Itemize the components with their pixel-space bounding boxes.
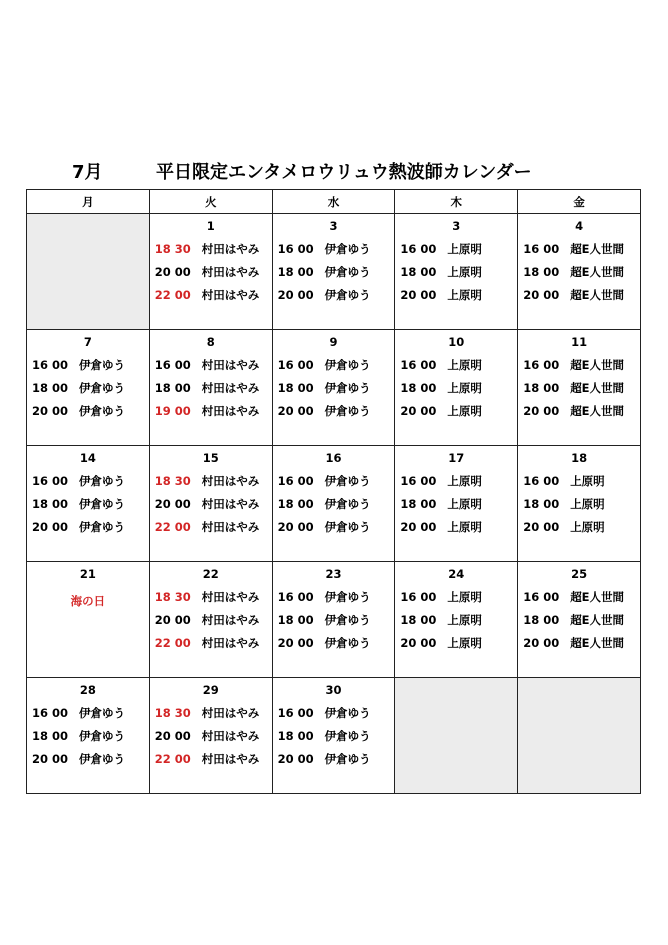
slot-performer: 上原明: [447, 241, 482, 256]
day-number: 22: [202, 567, 219, 581]
slot-performer: 伊倉ゆう: [324, 635, 371, 650]
slot-time: 16 00: [400, 241, 437, 256]
schedule-slot: [395, 469, 517, 492]
slot-time: 18 00: [277, 380, 314, 395]
schedule-slot: [395, 399, 517, 422]
slot-performer: 伊倉ゆう: [79, 705, 125, 720]
schedule-slot: [395, 260, 517, 283]
day-number: 18: [571, 451, 588, 465]
schedule-slot: [273, 724, 395, 747]
slot-performer: 村田はやみ: [201, 241, 260, 256]
slot-time: 18 00: [400, 380, 437, 395]
day-number: 30: [325, 683, 342, 697]
schedule-slot: [518, 353, 640, 376]
day-cell: [27, 330, 150, 446]
slot-performer: 上原明: [570, 519, 605, 534]
slot-time: 18 30: [154, 589, 191, 604]
day-cell: [149, 678, 272, 794]
holiday-label: 海の日: [70, 594, 106, 608]
schedule-slot: [273, 353, 395, 376]
slot-performer: 超E人世間: [570, 380, 625, 395]
slot-performer: 村田はやみ: [201, 728, 260, 743]
slot-performer: 伊倉ゆう: [324, 241, 371, 256]
slot-time: 20 00: [154, 728, 191, 743]
schedule-slot: [273, 492, 395, 515]
slot-time: 20 00: [277, 287, 314, 302]
slot-time: 20 00: [277, 635, 314, 650]
slot-time: 18 00: [277, 264, 314, 279]
slot-performer: 伊倉ゆう: [324, 728, 371, 743]
day-cell: [149, 330, 272, 446]
slot-performer: 上原明: [447, 612, 482, 627]
slot-performer: 伊倉ゆう: [324, 357, 371, 372]
day-number: 3: [329, 219, 338, 233]
day-number: 28: [79, 683, 96, 697]
weekday-header-fri: 金: [518, 190, 641, 214]
day-number: 17: [448, 451, 465, 465]
slot-time: 16 00: [523, 357, 560, 372]
schedule-slot: [518, 515, 640, 538]
slot-time: 20 00: [32, 403, 69, 418]
schedule-slot: [395, 237, 517, 260]
schedule-slot: [27, 469, 149, 492]
slot-time: 20 00: [277, 403, 314, 418]
slot-performer: 村田はやみ: [201, 612, 260, 627]
slot-time: 22 00: [154, 635, 191, 650]
schedule-slot: [273, 260, 395, 283]
slot-performer: 超E人世間: [570, 612, 625, 627]
slot-time: 16 00: [400, 357, 437, 372]
slot-time: 16 00: [277, 241, 314, 256]
day-cell: [395, 446, 518, 562]
day-number: 29: [202, 683, 219, 697]
slot-performer: 伊倉ゆう: [79, 751, 125, 766]
calendar-body: [27, 214, 641, 794]
schedule-slot: [150, 237, 272, 260]
slot-performer: 超E人世間: [570, 357, 625, 372]
slot-performer: 伊倉ゆう: [324, 473, 371, 488]
slot-performer: 伊倉ゆう: [79, 473, 125, 488]
day-number: 8: [206, 335, 215, 349]
schedule-slot: [273, 585, 395, 608]
slot-time: 19 00: [154, 403, 191, 418]
schedule-slot: [150, 469, 272, 492]
slot-time: 20 00: [154, 264, 191, 279]
day-number: 9: [329, 335, 338, 349]
day-cell: [518, 562, 641, 678]
slot-time: 16 00: [523, 589, 560, 604]
schedule-slot: [273, 376, 395, 399]
slot-performer: 伊倉ゆう: [79, 496, 125, 511]
week-row: [27, 446, 641, 562]
slot-time: 16 00: [400, 589, 437, 604]
day-cell: [272, 446, 395, 562]
slot-performer: 超E人世間: [570, 264, 625, 279]
week-row: [27, 562, 641, 678]
day-cell: [518, 330, 641, 446]
schedule-slot: [518, 492, 640, 515]
schedule-slot: [273, 515, 395, 538]
slot-time: 18 00: [400, 612, 437, 627]
schedule-slot: [395, 515, 517, 538]
slot-performer: 上原明: [447, 473, 482, 488]
schedule-slot: [150, 608, 272, 631]
slot-performer: 村田はやみ: [201, 473, 260, 488]
slot-time: 20 00: [400, 403, 437, 418]
day-cell: [518, 446, 641, 562]
schedule-slot: [518, 469, 640, 492]
slot-time: 18 00: [277, 496, 314, 511]
schedule-slot: [518, 376, 640, 399]
slot-time: 20 00: [523, 635, 560, 650]
slot-time: 18 00: [523, 612, 560, 627]
weekday-header-wed: 水: [272, 190, 395, 214]
week-row: [27, 330, 641, 446]
slot-time: 16 00: [277, 357, 314, 372]
schedule-slot: [518, 608, 640, 631]
month-label: 7月: [72, 162, 103, 183]
slot-performer: 超E人世間: [570, 241, 625, 256]
slot-performer: 上原明: [447, 380, 482, 395]
schedule-slot: [273, 701, 395, 724]
slot-time: 18 00: [523, 380, 560, 395]
slot-time: 20 00: [154, 612, 191, 627]
slot-performer: 伊倉ゆう: [324, 519, 371, 534]
day-number: 3: [452, 219, 461, 233]
schedule-slot: [150, 260, 272, 283]
slot-time: 18 00: [277, 728, 314, 743]
day-number: 10: [448, 335, 465, 349]
slot-time: 18 30: [154, 705, 191, 720]
slot-performer: 超E人世間: [570, 403, 625, 418]
day-cell: [272, 678, 395, 794]
schedule-slot: [518, 260, 640, 283]
day-number: 7: [83, 335, 92, 349]
slot-time: 16 00: [32, 357, 69, 372]
slot-performer: 上原明: [447, 264, 482, 279]
schedule-slot: [150, 701, 272, 724]
schedule-slot: [273, 399, 395, 422]
schedule-slot: [27, 515, 149, 538]
schedule-slot: [273, 469, 395, 492]
slot-time: 16 00: [523, 241, 560, 256]
slot-time: 20 00: [400, 519, 437, 534]
slot-performer: 伊倉ゆう: [324, 751, 371, 766]
day-cell: [27, 446, 150, 562]
day-cell: [149, 214, 272, 330]
schedule-slot: [395, 608, 517, 631]
schedule-slot: [395, 283, 517, 306]
slot-time: 16 00: [400, 473, 437, 488]
page-title: 平日限定エンタメロウリュウ熱波師カレンダー: [156, 162, 532, 183]
schedule-slot: [27, 376, 149, 399]
title-row: [72, 158, 632, 186]
day-number: 24: [448, 567, 465, 581]
weekday-header-thu: 木: [395, 190, 518, 214]
slot-performer: 上原明: [447, 496, 482, 511]
schedule-slot: [518, 399, 640, 422]
slot-performer: 村田はやみ: [201, 380, 260, 395]
day-cell: [272, 562, 395, 678]
schedule-slot: [518, 585, 640, 608]
slot-time: 18 00: [400, 264, 437, 279]
schedule-slot: [518, 631, 640, 654]
schedule-slot: [27, 492, 149, 515]
schedule-slot: [150, 585, 272, 608]
day-cell: [272, 330, 395, 446]
slot-performer: 村田はやみ: [201, 519, 260, 534]
slot-performer: 伊倉ゆう: [324, 287, 371, 302]
slot-time: 20 00: [154, 496, 191, 511]
slot-time: 22 00: [154, 287, 191, 302]
day-number: 23: [325, 567, 342, 581]
schedule-slot: [27, 747, 149, 770]
slot-time: 20 00: [523, 403, 560, 418]
slot-time: 20 00: [32, 751, 69, 766]
slot-performer: 上原明: [447, 403, 482, 418]
slot-performer: 伊倉ゆう: [79, 403, 125, 418]
slot-time: 16 00: [32, 473, 69, 488]
slot-performer: 村田はやみ: [201, 751, 260, 766]
slot-performer: 伊倉ゆう: [324, 589, 371, 604]
schedule-slot: [395, 631, 517, 654]
slot-time: 18 00: [400, 496, 437, 511]
slot-time: 16 00: [277, 589, 314, 604]
slot-performer: 伊倉ゆう: [324, 403, 371, 418]
schedule-slot: [395, 585, 517, 608]
schedule-slot: [150, 492, 272, 515]
slot-performer: 伊倉ゆう: [324, 380, 371, 395]
schedule-slot: [273, 608, 395, 631]
slot-time: 16 00: [277, 705, 314, 720]
slot-performer: 上原明: [570, 496, 605, 511]
day-cell: [395, 562, 518, 678]
slot-performer: 村田はやみ: [201, 287, 260, 302]
day-cell: [518, 214, 641, 330]
day-number: 21: [79, 567, 96, 581]
day-cell-empty: [27, 214, 150, 330]
slot-time: 22 00: [154, 751, 191, 766]
slot-time: 20 00: [523, 287, 560, 302]
slot-performer: 村田はやみ: [201, 496, 260, 511]
slot-performer: 伊倉ゆう: [324, 612, 371, 627]
day-cell: [395, 214, 518, 330]
slot-time: 20 00: [277, 751, 314, 766]
schedule-slot: [27, 701, 149, 724]
day-cell: [27, 678, 150, 794]
schedule-slot: [273, 747, 395, 770]
week-row: [27, 214, 641, 330]
day-number: 1: [206, 219, 215, 233]
weekday-header-mon: 月: [27, 190, 150, 214]
slot-performer: 超E人世間: [570, 589, 625, 604]
schedule-slot: [27, 724, 149, 747]
slot-performer: 村田はやみ: [201, 705, 260, 720]
day-number: 15: [202, 451, 219, 465]
day-cell: [272, 214, 395, 330]
slot-time: 16 00: [154, 357, 191, 372]
day-cell: [149, 446, 272, 562]
schedule-slot: [518, 237, 640, 260]
schedule-slot: [150, 353, 272, 376]
day-cell-empty: [395, 678, 518, 794]
day-number: 4: [575, 219, 584, 233]
slot-performer: 上原明: [447, 635, 482, 650]
slot-performer: 上原明: [447, 357, 482, 372]
slot-performer: 超E人世間: [570, 635, 625, 650]
slot-performer: 伊倉ゆう: [79, 728, 125, 743]
day-cell-empty: [518, 678, 641, 794]
slot-performer: 村田はやみ: [201, 635, 260, 650]
slot-performer: 伊倉ゆう: [79, 380, 125, 395]
schedule-slot: [273, 283, 395, 306]
slot-time: 22 00: [154, 519, 191, 534]
slot-performer: 伊倉ゆう: [324, 705, 371, 720]
schedule-slot: [273, 631, 395, 654]
day-cell: [395, 330, 518, 446]
slot-time: 20 00: [32, 519, 69, 534]
slot-time: 16 00: [523, 473, 560, 488]
weekday-header-tue: 火: [149, 190, 272, 214]
week-row: [27, 678, 641, 794]
slot-time: 20 00: [277, 519, 314, 534]
slot-performer: 伊倉ゆう: [324, 496, 371, 511]
slot-performer: 上原明: [447, 589, 482, 604]
slot-time: 18 00: [32, 496, 69, 511]
slot-time: 18 30: [154, 473, 191, 488]
day-number: 11: [571, 335, 588, 349]
schedule-slot: [27, 399, 149, 422]
day-cell: [149, 562, 272, 678]
schedule-slot: [150, 747, 272, 770]
slot-time: 16 00: [32, 705, 69, 720]
schedule-slot: [150, 376, 272, 399]
slot-time: 18 00: [523, 496, 560, 511]
slot-performer: 超E人世間: [570, 287, 625, 302]
schedule-slot: [395, 492, 517, 515]
schedule-slot: [150, 399, 272, 422]
slot-performer: 上原明: [447, 519, 482, 534]
slot-time: 18 30: [154, 241, 191, 256]
slot-performer: 村田はやみ: [201, 357, 260, 372]
slot-performer: 村田はやみ: [201, 589, 260, 604]
schedule-slot: [518, 283, 640, 306]
schedule-slot: [395, 376, 517, 399]
day-cell: [27, 562, 150, 678]
slot-performer: 村田はやみ: [201, 264, 260, 279]
day-number: 14: [79, 451, 96, 465]
slot-time: 20 00: [523, 519, 560, 534]
slot-performer: 村田はやみ: [201, 403, 260, 418]
schedule-slot: [150, 515, 272, 538]
day-number: 25: [571, 567, 588, 581]
slot-time: 18 00: [32, 728, 69, 743]
slot-time: 18 00: [32, 380, 69, 395]
slot-time: 18 00: [154, 380, 191, 395]
slot-performer: 伊倉ゆう: [324, 264, 371, 279]
schedule-slot: [27, 353, 149, 376]
slot-performer: 上原明: [447, 287, 482, 302]
calendar-table: [26, 189, 641, 794]
schedule-slot: [273, 237, 395, 260]
slot-time: 20 00: [400, 287, 437, 302]
slot-performer: 上原明: [570, 473, 605, 488]
slot-time: 18 00: [523, 264, 560, 279]
slot-time: 20 00: [400, 635, 437, 650]
slot-time: 18 00: [277, 612, 314, 627]
slot-performer: 伊倉ゆう: [79, 357, 125, 372]
day-number: 16: [325, 451, 342, 465]
slot-performer: 伊倉ゆう: [79, 519, 125, 534]
schedule-slot: [150, 724, 272, 747]
schedule-slot: [150, 283, 272, 306]
weekday-header-row: [27, 190, 641, 214]
schedule-slot: [395, 353, 517, 376]
slot-time: 16 00: [277, 473, 314, 488]
schedule-slot: [150, 631, 272, 654]
